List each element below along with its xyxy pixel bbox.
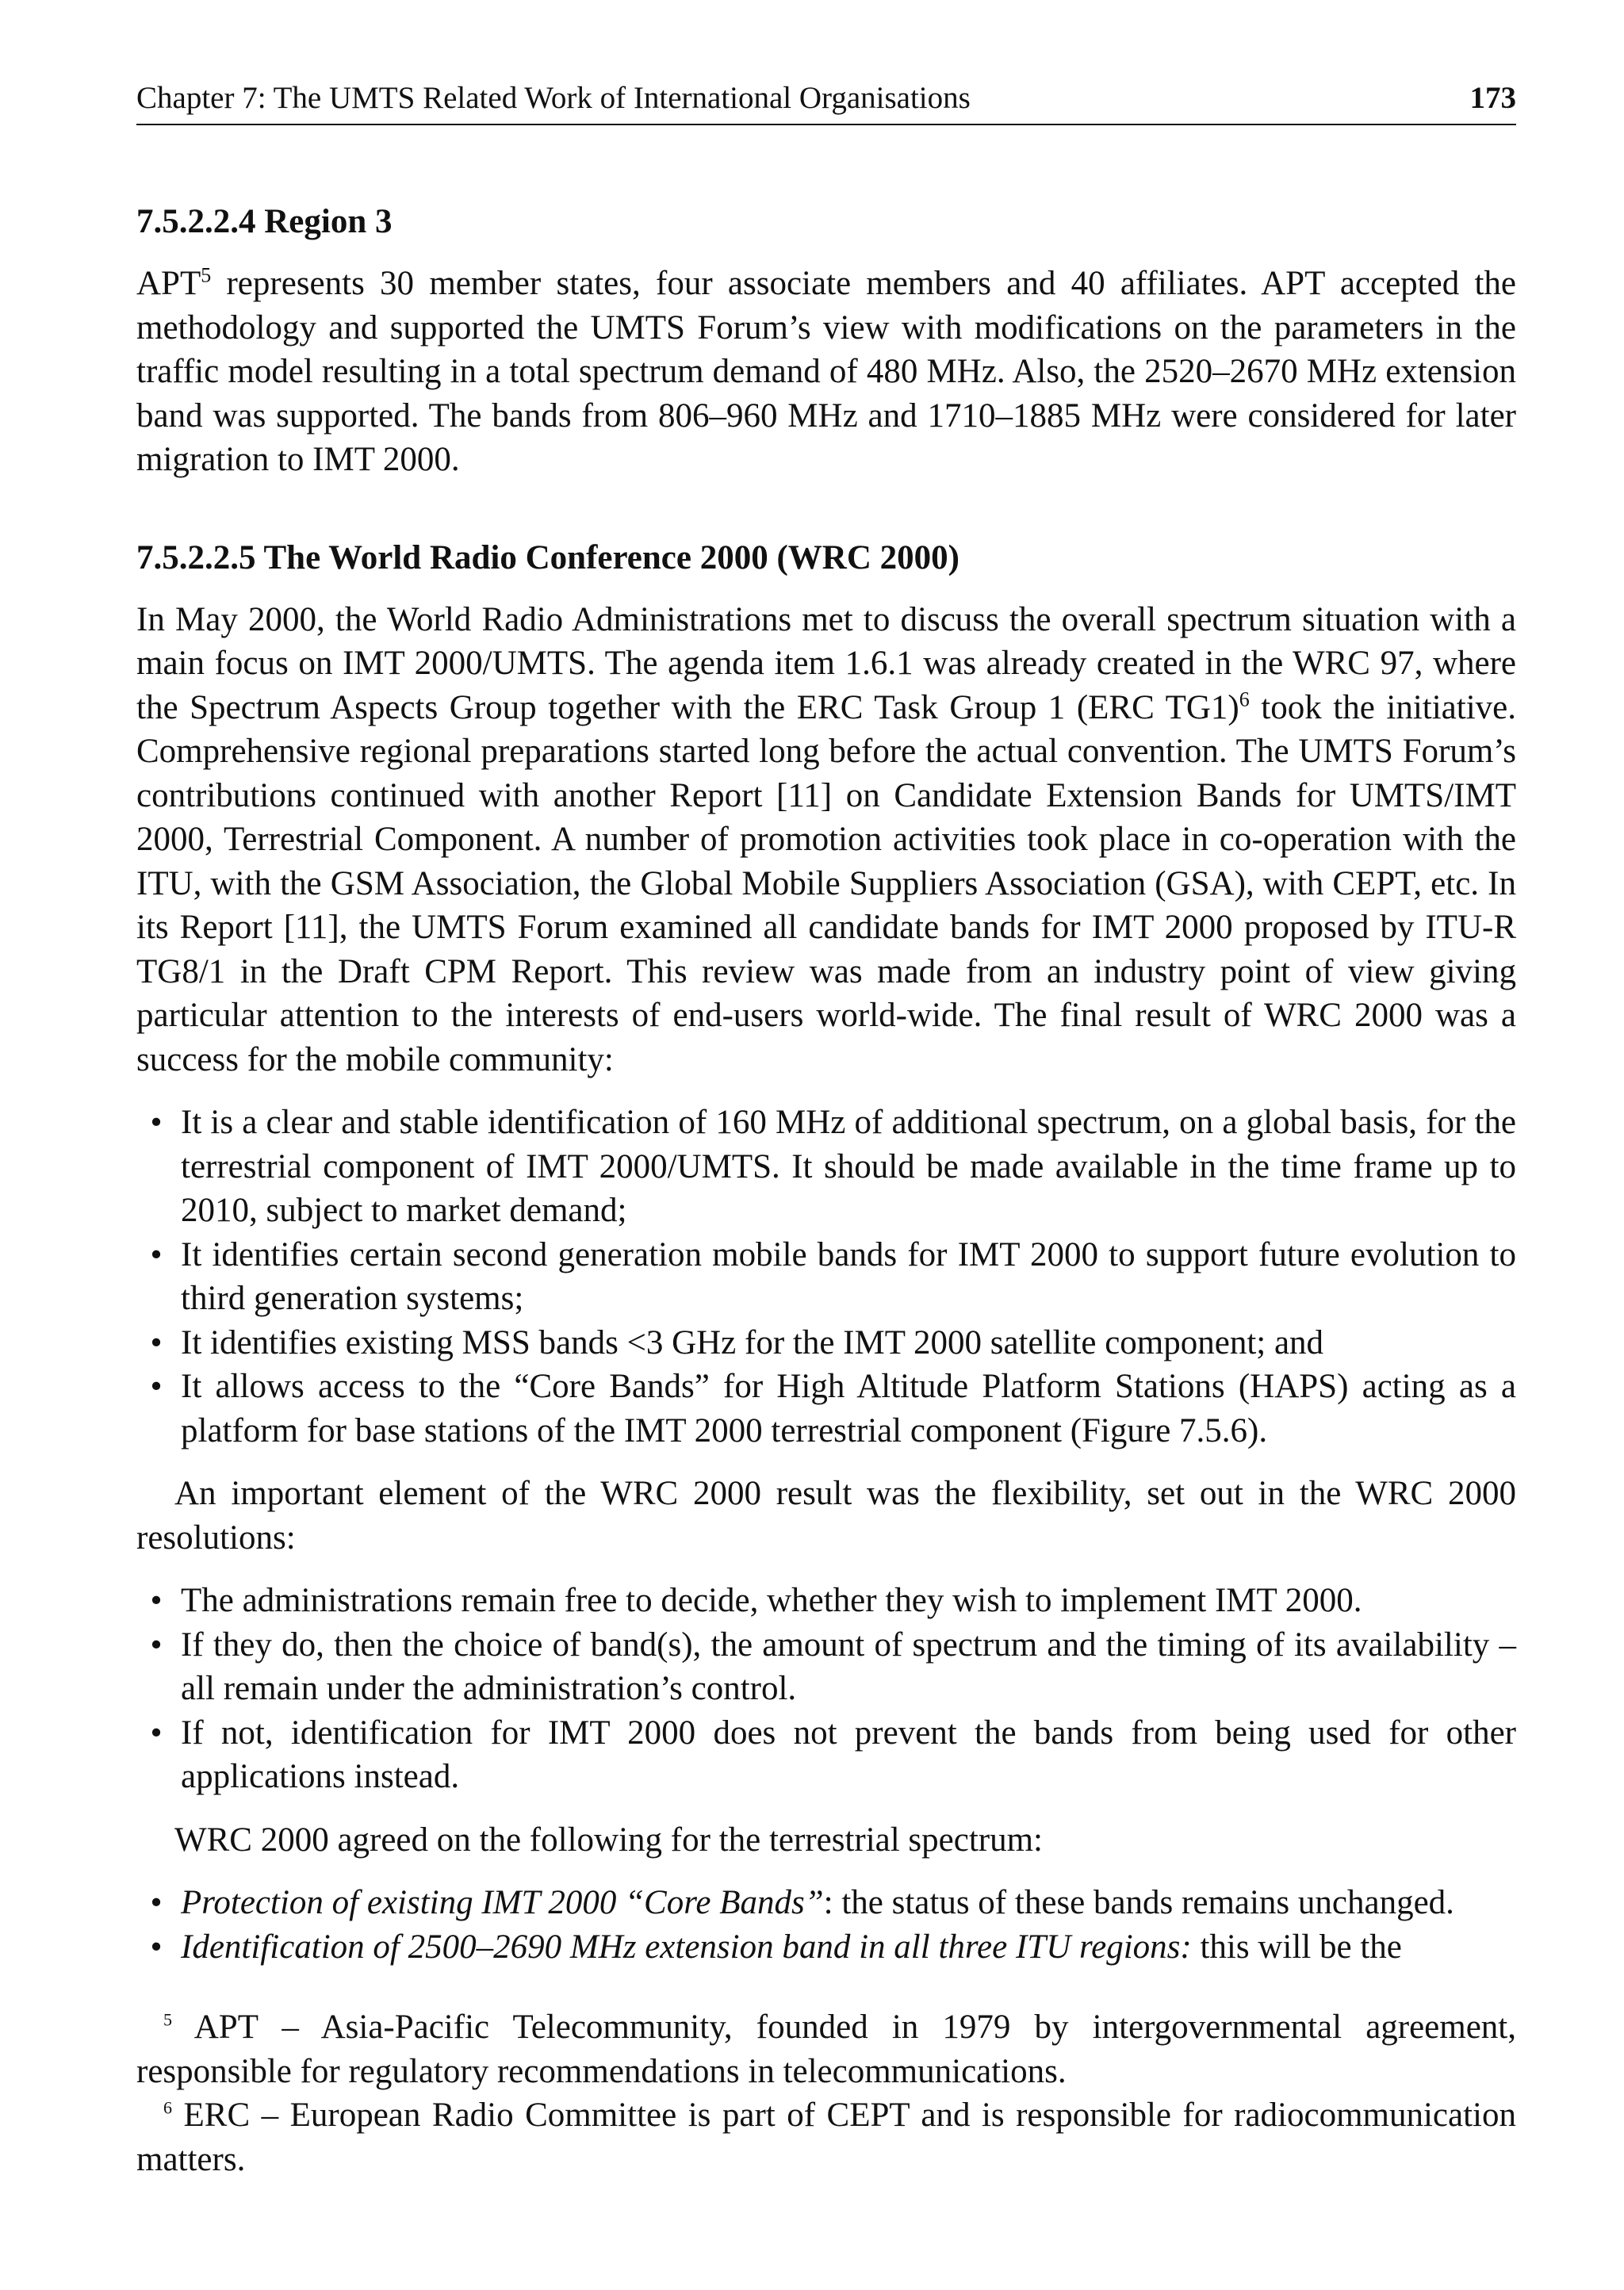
paragraph-wrc-intro-a: In May 2000, the World Radio Administrations met to discuss the overall spectrum situation with a main focus on IMT 2000/UMTS. The agenda item 1.6.1 was already created in the WRC 97, where the Spectrum Aspects Group together with the ERC Task Group 1 (ERC TG1)	[136, 600, 1516, 726]
list-item	[136, 1233, 1516, 1321]
footnote-ref-6: 6	[1239, 687, 1250, 711]
bullet-icon: •	[150, 1884, 163, 1921]
bullet-icon: •	[150, 1104, 163, 1141]
list-item-text: If they do, then the choice of band(s), the amount of spectrum and the timing of its availability – all remain under the administration’s control.	[181, 1626, 1516, 1707]
list-item	[136, 1623, 1516, 1711]
list-item	[136, 1101, 1516, 1233]
list-item	[136, 1925, 1516, 1970]
list-item	[136, 1711, 1516, 1799]
footnote-5	[136, 2005, 1516, 2093]
bullet-list-resolutions	[136, 1579, 1516, 1799]
bullet-icon: •	[150, 1928, 163, 1966]
list-item	[136, 1579, 1516, 1623]
list-item-emphasis: Protection of existing IMT 2000 “Core Bands”	[181, 1884, 824, 1921]
list-item-text: It identifies existing MSS bands <3 GHz for the IMT 2000 satellite component; and	[181, 1323, 1324, 1361]
bullet-icon: •	[150, 1235, 163, 1273]
list-item-text: If not, identification for IMT 2000 does not prevent the bands from being used for other applications instead.	[181, 1714, 1516, 1795]
apt-term: APT	[136, 265, 201, 302]
footnote-text: ERC – European Radio Committee is part of CEPT and is responsible for radiocommunication matters.	[136, 2097, 1516, 2178]
heading-wrc-2000: 7.5.2.2.5 The World Radio Conference 2000 (WRC 2000)	[136, 538, 959, 576]
list-item-text: this will be the	[1191, 1928, 1402, 1966]
bullet-icon: •	[150, 1368, 163, 1405]
paragraph-region-3	[136, 262, 1516, 482]
paragraph-region-3-text: represents 30 member states, four associate members and 40 affiliates. APT accepted the methodology and supported the UMTS Forum’s view with modifications on the parameters in the traffic model resulting in a total spectrum demand of 480 MHz. Also, the 2520–2670 MHz extension band was supported. The bands from 806–960 MHz and 1710–1885 MHz were considered for later migration to IMT 2000.	[136, 265, 1516, 478]
bullet-icon: •	[150, 1714, 163, 1752]
paragraph-wrc-intro	[136, 598, 1516, 1082]
list-item-text: It is a clear and stable identification of 160 MHz of additional spectrum, on a global basis, for the terrestrial component of IMT 2000/UMTS. It should be made available in the time frame up to 2010, subject to market demand;	[181, 1104, 1516, 1229]
page	[136, 76, 1516, 2181]
page-number: 173	[1469, 81, 1516, 115]
paragraph-flexibility: An important element of the WRC 2000 result was the flexibility, set out in the WRC 2000 resolutions:	[136, 1475, 1516, 1557]
footnotes	[136, 2005, 1516, 2181]
list-item-emphasis: Identification of 2500–2690 MHz extension band in all three ITU regions:	[181, 1928, 1192, 1966]
footnote-6	[136, 2093, 1516, 2181]
chapter-title: Chapter 7: The UMTS Related Work of International Organisations	[136, 81, 971, 115]
list-item-text: It identifies certain second generation mobile bands for IMT 2000 to support future evolution to third generation systems;	[181, 1235, 1516, 1317]
list-item	[136, 1365, 1516, 1453]
list-item-text: : the status of these bands remains unchanged.	[823, 1884, 1454, 1921]
heading-region-3: 7.5.2.2.4 Region 3	[136, 203, 393, 240]
paragraph-terrestrial: WRC 2000 agreed on the following for the terrestrial spectrum:	[174, 1821, 1043, 1859]
bullet-icon: •	[150, 1582, 163, 1619]
list-item	[136, 1321, 1516, 1365]
bullet-list-results	[136, 1101, 1516, 1453]
list-item	[136, 1881, 1516, 1925]
footnote-ref-5: 5	[201, 263, 212, 287]
footnote-mark: 5	[163, 2009, 172, 2030]
running-header	[136, 76, 1516, 125]
list-item-text: It allows access to the “Core Bands” for High Altitude Platform Stations (HAPS) acting as a platform for base stations of the IMT 2000 terrestrial component (Figure 7.5.6).	[181, 1368, 1516, 1449]
bullet-list-terrestrial	[136, 1881, 1516, 1969]
footnote-mark: 6	[163, 2097, 172, 2118]
footnote-text: APT – Asia-Pacific Telecommunity, founded in 1979 by intergovernmental agreement, responsible for regulatory recommendations in telecommunications.	[136, 2009, 1516, 2090]
bullet-icon: •	[150, 1323, 163, 1361]
paragraph-wrc-intro-b: took the initiative. Comprehensive regional preparations started long before the actual convention. The UMTS Forum’s contributions continued with another Report [11] on Candidate Extension Bands for UMTS/IMT 2000, Terrestrial Component. A number of promotion activities took place in co-operation with the ITU, with the GSM Association, the Global Mobile Suppliers Association (GSA), with CEPT, etc. In its Report [11], the UMTS Forum examined all candidate bands for IMT 2000 proposed by ITU-R TG8/1 in the Draft CPM Report. This review was made from an industry point of view giving particular attention to the interests of end-users world-wide. The final result of WRC 2000 was a success for the mobile community:	[136, 688, 1516, 1078]
bullet-icon: •	[150, 1626, 163, 1664]
list-item-text: The administrations remain free to decide, whether they wish to implement IMT 2000.	[181, 1582, 1362, 1619]
